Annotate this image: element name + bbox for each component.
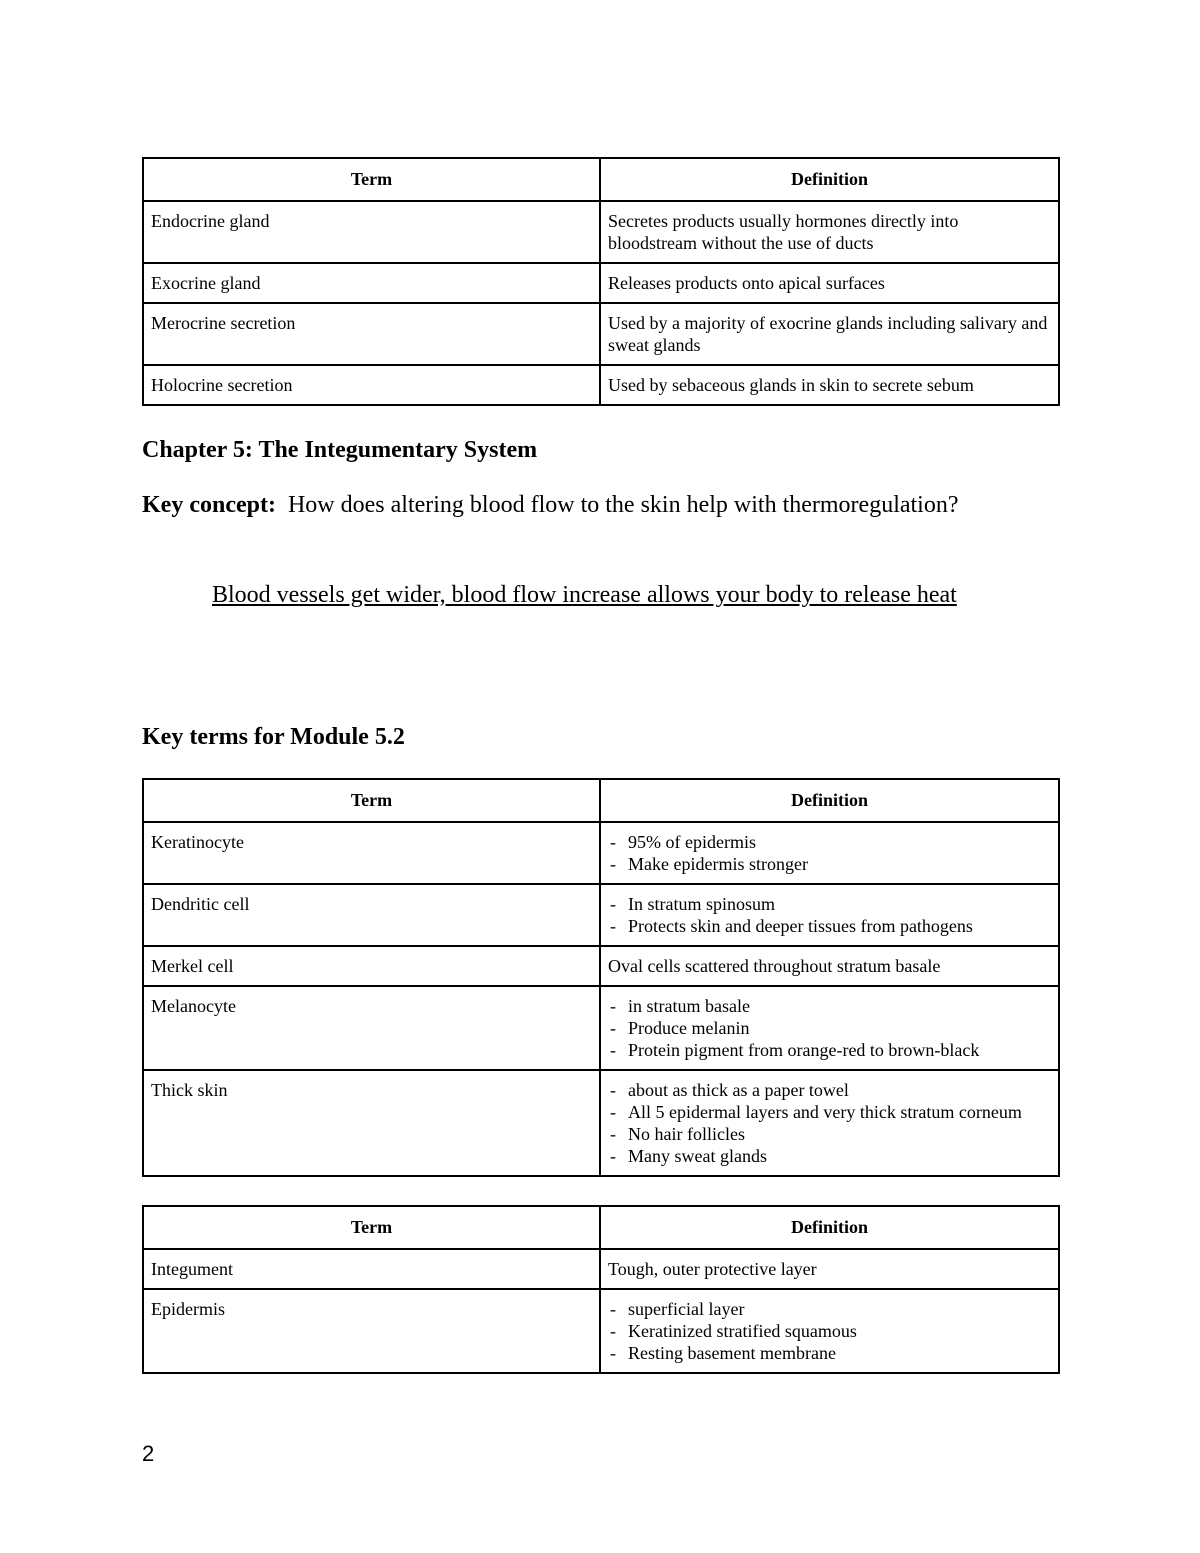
table-row xyxy=(143,1249,1059,1289)
term-cell: Epidermis xyxy=(143,1289,600,1373)
list-item: - All 5 epidermal layers and very thick stratum corneum xyxy=(608,1101,1050,1123)
module-title: Key terms for Module 5.2 xyxy=(142,724,405,750)
table-row xyxy=(143,303,1059,365)
list-item: - In stratum spinosum xyxy=(608,893,1050,915)
term-cell: Merkel cell xyxy=(143,946,600,986)
list-item: - Resting basement membrane xyxy=(608,1342,1050,1364)
term-cell: Endocrine gland xyxy=(143,201,600,263)
chapter-title: Chapter 5: The Integumentary System xyxy=(142,437,538,463)
key-concept-question: How does altering blood flow to the skin help with thermoregulation? xyxy=(287,492,959,518)
list-item: - 95% of epidermis xyxy=(608,831,1050,853)
glands-terms-table xyxy=(142,157,1060,406)
table-row xyxy=(143,884,1059,946)
definition-cell xyxy=(600,1289,1059,1373)
term-header: Term xyxy=(143,1206,600,1249)
module-terms-table xyxy=(142,778,1060,1177)
key-concept-answer xyxy=(142,577,1022,614)
list-item: - Produce melanin xyxy=(608,1017,1050,1039)
list-item: - Many sweat glands xyxy=(608,1145,1050,1167)
term-cell: Dendritic cell xyxy=(143,884,600,946)
list-item: - Protein pigment from orange-red to brown-black xyxy=(608,1039,1050,1061)
definition-cell: Used by sebaceous glands in skin to secrete sebum xyxy=(600,365,1059,405)
term-cell: Keratinocyte xyxy=(143,822,600,884)
definition-header: Definition xyxy=(600,1206,1059,1249)
table-row xyxy=(143,822,1059,884)
definition-cell: Secretes products usually hormones directly into bloodstream without the use of ducts xyxy=(600,201,1059,263)
list-item: - No hair follicles xyxy=(608,1123,1050,1145)
definition-header: Definition xyxy=(600,779,1059,822)
list-item: - in stratum basale xyxy=(608,995,1050,1017)
term-cell: Integument xyxy=(143,1249,600,1289)
table-header-row xyxy=(143,1206,1059,1249)
answer-text: Blood vessels get wider, blood flow increase allows your body to release heat xyxy=(212,582,957,608)
definition-cell: Tough, outer protective layer xyxy=(600,1249,1059,1289)
definition-cell xyxy=(600,1070,1059,1176)
definition-cell xyxy=(600,884,1059,946)
definition-cell: Oval cells scattered throughout stratum basale xyxy=(600,946,1059,986)
page-number: 2 xyxy=(142,1441,155,1466)
term-cell: Exocrine gland xyxy=(143,263,600,303)
term-header: Term xyxy=(143,779,600,822)
list-item: - Protects skin and deeper tissues from pathogens xyxy=(608,915,1050,937)
list-item: - about as thick as a paper towel xyxy=(608,1079,1050,1101)
table-row xyxy=(143,1289,1059,1373)
term-header: Term xyxy=(143,158,600,201)
key-concept-label: Key concept: xyxy=(142,492,276,518)
table-row xyxy=(143,263,1059,303)
term-cell: Merocrine secretion xyxy=(143,303,600,365)
term-cell: Melanocyte xyxy=(143,986,600,1070)
table-row xyxy=(143,365,1059,405)
term-cell: Thick skin xyxy=(143,1070,600,1176)
definition-header: Definition xyxy=(600,158,1059,201)
definition-cell xyxy=(600,986,1059,1070)
table-header-row xyxy=(143,158,1059,201)
definition-cell: Used by a majority of exocrine glands including salivary and sweat glands xyxy=(600,303,1059,365)
table-header-row xyxy=(143,779,1059,822)
term-cell: Holocrine secretion xyxy=(143,365,600,405)
table-row xyxy=(143,201,1059,263)
definition-cell xyxy=(600,822,1059,884)
table-row xyxy=(143,1070,1059,1176)
table-row xyxy=(143,986,1059,1070)
integument-terms-table xyxy=(142,1205,1060,1374)
list-item: - Keratinized stratified squamous xyxy=(608,1320,1050,1342)
table-row xyxy=(143,946,1059,986)
list-item: - Make epidermis stronger xyxy=(608,853,1050,875)
definition-cell: Releases products onto apical surfaces xyxy=(600,263,1059,303)
list-item: - superficial layer xyxy=(608,1298,1050,1320)
key-concept xyxy=(142,487,1022,524)
